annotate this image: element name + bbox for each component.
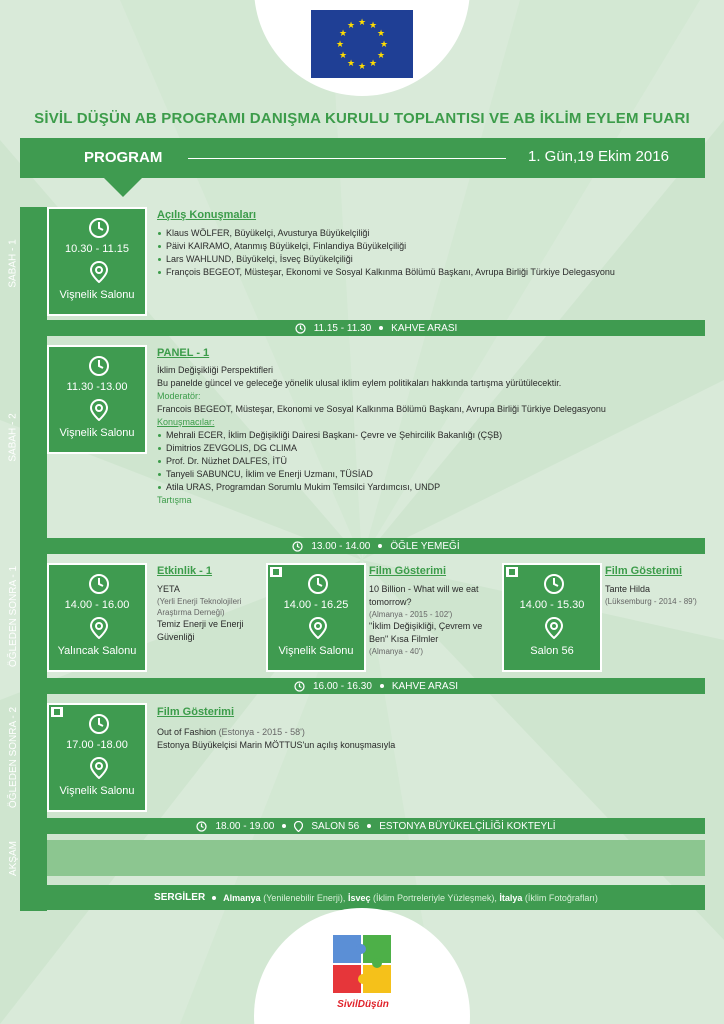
break-band — [47, 538, 705, 554]
separator-dot — [379, 326, 383, 330]
svg-text:★: ★ — [335, 40, 345, 50]
program-label: PROGRAM — [84, 149, 163, 166]
page-title: SİVİL DÜŞÜN AB PROGRAMI DANIŞMA KURULU TOPLANTISI VE AB İKLİM EYLEM FUARI — [34, 110, 690, 127]
session-place: Vişnelik Salonu — [59, 289, 135, 301]
film-title: Out of Fashion — [157, 727, 217, 737]
svg-text:★: ★ — [368, 21, 378, 31]
location-pin-icon — [90, 399, 108, 421]
side-label-aksam: AKŞAM — [8, 840, 20, 876]
session-box — [47, 345, 147, 454]
location-pin-icon — [90, 757, 108, 779]
program-date: 1. Gün,19 Ekim 2016 — [528, 148, 669, 165]
list-item: Dimitrios ZEVGOLIS, DG CLIMA — [157, 442, 702, 455]
side-label-sabah-2: SABAH - 2 — [8, 412, 20, 462]
break-time: 16.00 - 16.30 — [312, 680, 372, 692]
logo-text: SivilDüşün — [337, 999, 389, 1010]
event-topic: Temiz Enerji ve Enerji Güvenliği — [157, 619, 244, 642]
clock-icon — [88, 355, 110, 377]
break-band — [47, 678, 705, 694]
event-org: (Yerli Enerji Teknolojileri Araştırma Derneği) — [157, 597, 242, 617]
cocktail-place: SALON 56 — [311, 820, 360, 832]
session-time: 14.00 - 16.00 — [64, 599, 130, 611]
svg-text:★: ★ — [338, 51, 348, 61]
eu-flag-icon — [311, 10, 413, 78]
clock-icon — [294, 681, 305, 692]
svg-text:★: ★ — [346, 59, 356, 69]
list-item: Atila URAS, Programdan Sorumlu Mukim Temsilci Yardımcısı, UNDP — [157, 481, 702, 494]
list-item: François BEGEOT, Müsteşar, Ekonomi ve Sosyal Kalkınma Bölümü Başkanı, Avrupa Birliği Türkiye Delegasyonu — [157, 266, 697, 279]
svg-text:★: ★ — [379, 40, 389, 50]
exhibition-country: İtalya — [499, 892, 523, 903]
clock-icon — [292, 541, 303, 552]
program-divider — [188, 158, 506, 159]
svg-text:★: ★ — [376, 29, 386, 39]
separator-dot — [212, 896, 216, 900]
film-meta: (Almanya - 2015 - 102') — [369, 610, 453, 619]
svg-text:★: ★ — [338, 29, 348, 39]
session-place: Salon 56 — [530, 645, 574, 657]
side-label-ogleden-2: ÖĞLEDEN SONRA - 2 — [8, 706, 20, 808]
film-note: Estonya Büyükelçisi Marin MÖTTUS'un açılış konuşmasıyla — [157, 740, 396, 750]
moderator-name: Francois BEGEOT, Müsteşar, Ekonomi ve Sosyal Kalkınma Bölümü Başkanı, Avrupa Birliği Türkiye Delegasyonu — [157, 404, 606, 414]
clock-icon — [88, 713, 110, 735]
session-box — [47, 703, 147, 812]
exhibition-country: İsveç — [347, 892, 371, 903]
film-title: "İklim Değişikliği, Çevrem ve Ben" Kısa Filmler — [369, 621, 483, 644]
film-title: 10 Billion - What will we eat tomorrow? — [369, 584, 479, 607]
film-title: Tante Hilda — [605, 584, 651, 594]
session-time: 17.00 -18.00 — [66, 739, 128, 751]
session-box — [266, 563, 366, 672]
film-icon — [51, 707, 63, 717]
side-label-ogleden-1: ÖĞLEDEN SONRA - 1 — [8, 565, 20, 668]
location-pin-icon — [545, 617, 563, 639]
event-details — [157, 583, 257, 644]
location-pin-icon — [294, 821, 303, 832]
svg-text:★: ★ — [357, 18, 367, 28]
event-name: YETA — [157, 584, 180, 594]
session-heading: Film Gösterimi — [157, 706, 235, 718]
break-time: 11.15 - 11.30 — [313, 322, 372, 334]
film-icon — [506, 567, 518, 577]
session-place: Vişnelik Salonu — [278, 645, 354, 657]
film-icon — [270, 567, 282, 577]
speaker-list — [157, 429, 702, 494]
film-meta: (Lüksemburg - 2014 - 89') — [605, 597, 697, 606]
list-item: Prof. Dr. Nüzhet DALFES, İTÜ — [157, 455, 702, 468]
clock-icon — [88, 573, 110, 595]
separator-dot — [378, 544, 382, 548]
exhibitions-label: SERGİLER — [154, 892, 206, 903]
location-pin-icon — [309, 617, 327, 639]
separator-dot — [282, 824, 286, 828]
session-time: 11.30 -13.00 — [66, 381, 128, 393]
break-label: KAHVE ARASI — [391, 680, 459, 692]
session-heading: Film Gösterimi — [369, 565, 447, 577]
film-details — [605, 583, 715, 607]
separator-dot — [380, 684, 384, 688]
list-item: Tanyeli SABUNCU, İklim ve Enerji Uzmanı, TÜSİAD — [157, 468, 702, 481]
speakers-label: Konuşmacılar: — [157, 417, 215, 427]
session-place: Vişnelik Salonu — [59, 785, 135, 797]
exhibition-country: Almanya — [223, 892, 261, 903]
session-time: 14.00 - 16.25 — [283, 599, 349, 611]
film-meta: (Almanya - 40') — [369, 647, 423, 656]
session-box — [47, 207, 147, 316]
clock-icon — [196, 821, 207, 832]
cocktail-band — [47, 818, 705, 834]
side-label-sabah-1: SABAH - 1 — [8, 239, 20, 288]
session-heading: Etkinlik - 1 — [157, 565, 213, 577]
list-item: Lars WAHLUND, Büyükelçi, İsveç Büyükelçiliği — [157, 253, 697, 266]
separator-dot — [367, 824, 371, 828]
film-details — [369, 583, 493, 657]
evening-box — [47, 840, 705, 876]
svg-text:★: ★ — [346, 21, 356, 31]
puzzle-logo-icon — [333, 933, 393, 997]
speaker-list — [157, 227, 697, 279]
break-band — [47, 320, 705, 336]
panel-details — [157, 364, 702, 507]
moderator-label: Moderatör: — [157, 391, 201, 401]
svg-text:★: ★ — [357, 62, 367, 72]
clock-icon — [88, 217, 110, 239]
exhibition-topic: (Yenilenebilir Enerji), — [263, 892, 346, 903]
break-label: ÖĞLE YEMEĞİ — [390, 540, 460, 552]
location-pin-icon — [90, 261, 108, 283]
session-heading: Film Gösterimi — [605, 565, 683, 577]
clock-icon — [307, 573, 329, 595]
session-time: 10.30 - 11.15 — [64, 243, 129, 255]
list-item: Mehrali ECER, İklim Değişikliği Dairesi Başkanı- Çevre ve Şehircilik Bakanlığı (ÇŞB) — [157, 429, 702, 442]
panel-subtitle: İklim Değişikliği Perspektifleri — [157, 365, 274, 375]
clock-icon — [543, 573, 565, 595]
exhibition-topic: (İklim Fotoğrafları) — [524, 892, 598, 903]
panel-description: Bu panelde güncel ve geleceğe yönelik ulusal iklim eylem politikaları hakkında tartışma yürütülecektir. — [157, 378, 562, 388]
list-item: Klaus WÖLFER, Büyükelçi, Avusturya Büyükelçiliği — [157, 227, 697, 240]
session-heading: PANEL - 1 — [157, 347, 210, 359]
session-place: Yalıncak Salonu — [57, 645, 137, 657]
session-heading: Açılış Konuşmaları — [157, 209, 257, 221]
clock-icon — [295, 323, 306, 334]
svg-text:★: ★ — [376, 51, 386, 61]
exhibition-topic: (İklim Portreleriyle Yüzleşmek), — [373, 892, 497, 903]
svg-text:★: ★ — [368, 59, 378, 69]
break-time: 13.00 - 14.00 — [311, 540, 371, 552]
cocktail-label: ESTONYA BÜYÜKELÇİLİĞİ KOKTEYLİ — [379, 820, 556, 832]
cocktail-time: 18.00 - 19.00 — [215, 820, 275, 832]
session-box — [502, 563, 602, 672]
list-item: Päivi KAIRAMO, Atanmış Büyükelçi, Finlandiya Büyükelçiliği — [157, 240, 697, 253]
film-meta: (Estonya - 2015 - 58') — [218, 727, 305, 737]
program-header-pointer — [103, 177, 143, 197]
session-box — [47, 563, 147, 672]
exhibitions-band — [47, 885, 705, 910]
film-details — [157, 726, 557, 752]
break-label: KAHVE ARASI — [391, 322, 458, 334]
session-place: Vişnelik Salonu — [59, 427, 135, 439]
location-pin-icon — [90, 617, 108, 639]
session-time: 14.00 - 15.30 — [519, 599, 585, 611]
discussion-label: Tartışma — [157, 495, 192, 505]
